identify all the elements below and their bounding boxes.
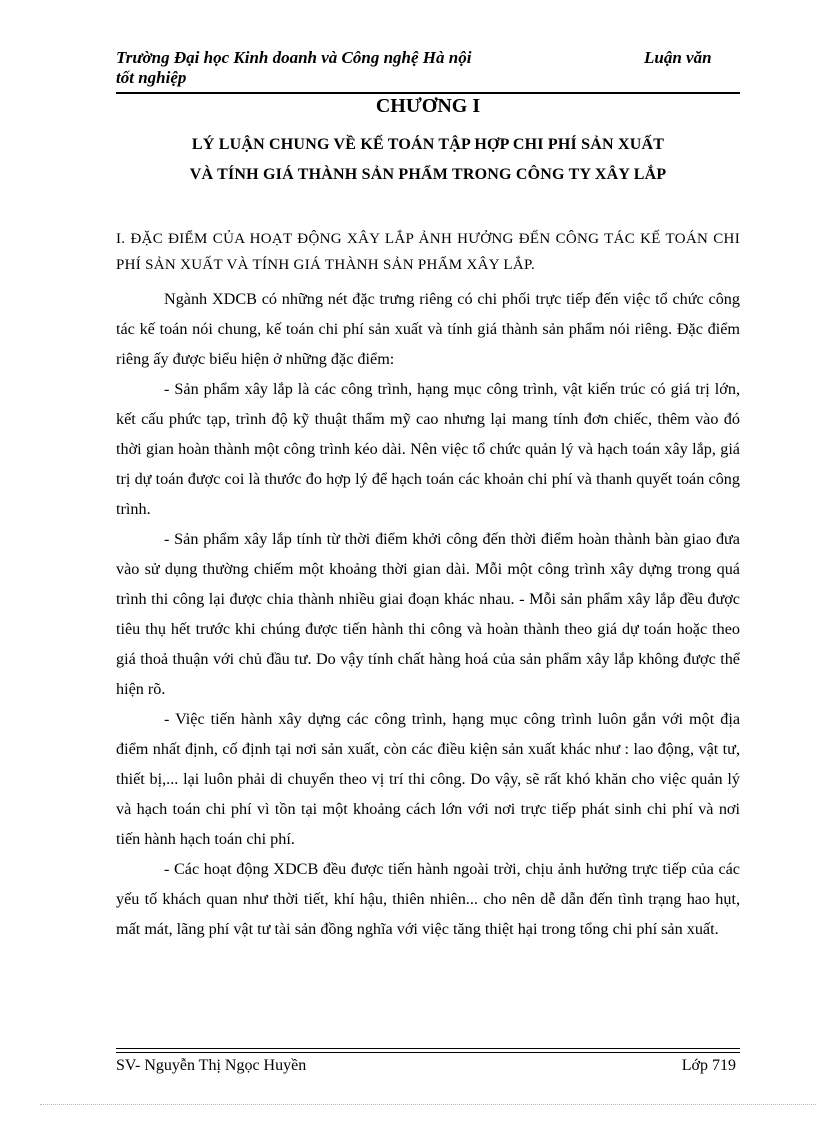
paragraph: - Sản phẩm xây lắp là các công trình, hạng mục công trình, vật kiến trúc có giá trị lớn, kết cấu phức tạp, trình độ kỹ thuật thẩm mỹ cao nhưng lại mang tính đơn chiếc, thêm vào đó thời gian hoàn thành một công trình kéo dài. Nên việc tổ chức quản lý và hạch toán xây lắp, giá trị dự toán được coi là thước đo hợp lý để hạch toán các khoản chi phí và thanh quyết toán công trình. [116,380,740,518]
chapter-subtitle [116,130,740,190]
chapter-title: CHƯƠNG I [375,95,481,117]
page-header [116,48,740,88]
header-school-name-continued: tốt nghiệp [116,68,187,87]
paragraph: - Các hoạt động XDCB đều được tiến hành ngoài trời, chịu ảnh hưởng trực tiếp của các yếu tố khách quan như thời tiết, khí hậu, thiên nhiên... cho nên dễ dẫn đến tình trạng hao hụt, mất mát, lãng phí vật tư tài sản đồng nghĩa với việc tăng thiệt hại trong tổng chi phí sản xuất. [116,860,740,938]
paragraph: - Sản phẩm xây lắp tính từ thời điểm khởi công đến thời điểm hoàn thành bàn giao đưa vào sử dụng thường chiếm một khoảng thời gian dài. Mỗi một công trình xây dựng trong quá trình thi công lại được chia thành nhiều giai đoạn khác nhau. - Mỗi sản phẩm xây lắp đều được tiêu thụ hết trước khi chúng được tiến hành thi công và hoàn thành theo giá dự toán hoặc theo giá thoả thuận với chủ đầu tư. Do vậy tính chất hàng hoá của sản phẩm xây lắp không được thể hiện rõ. [116,530,740,698]
chapter-subtitle-line-2: VÀ TÍNH GIÁ THÀNH SẢN PHẨM TRONG CÔNG TY XÂY LẮP [189,166,667,183]
footer-rule [116,1048,740,1053]
paragraph: Ngành XDCB có những nét đặc trưng riêng có chi phối trực tiếp đến việc tổ chức công tác kế toán nói chung, kế toán chi phí sản xuất và tính giá thành sản phẩm nói riêng. Đặc điểm riêng ấy được biểu hiện ở những đặc điểm: [116,290,740,368]
footer-class: Lớp 719 [681,1057,736,1074]
header-school-name: Trường Đại học Kinh doanh và Công nghệ Hà nội [116,48,472,67]
header-thesis-label: Luận văn [644,48,712,67]
section-heading: I. ĐẶC ĐIỂM CỦA HOẠT ĐỘNG XÂY LẮP ẢNH HƯỞNG ĐẾN CÔNG TÁC KẾ TOÁN CHI PHÍ SẢN XUẤT VÀ TÍNH GIÁ THÀNH SẢN PHẨM XÂY LẮP. [116,231,740,273]
chapter-subtitle-line-1: LÝ LUẬN CHUNG VỀ KẾ TOÁN TẬP HỢP CHI PHÍ SẢN XUẤT [191,136,665,153]
body-text [116,284,740,944]
footer-student-name: SV- Nguyễn Thị Ngọc Huyền [116,1057,307,1074]
paragraph: - Việc tiến hành xây dựng các công trình, hạng mục công trình luôn gắn với một địa điểm nhất định, cố định tại nơi sản xuất, còn các điều kiện sản xuất khác như : lao động, vật tư, thiết bị,... lại luôn phải di chuyển theo vị trí thi công. Do vậy, sẽ rất khó khăn cho việc quản lý và hạch toán chi phí vì tồn tại một khoảng cách lớn với nơi trực tiếp phát sinh chi phí và nơi tiến hành hạch toán chi phí. [116,710,740,848]
page-bottom-divider [40,1104,816,1105]
